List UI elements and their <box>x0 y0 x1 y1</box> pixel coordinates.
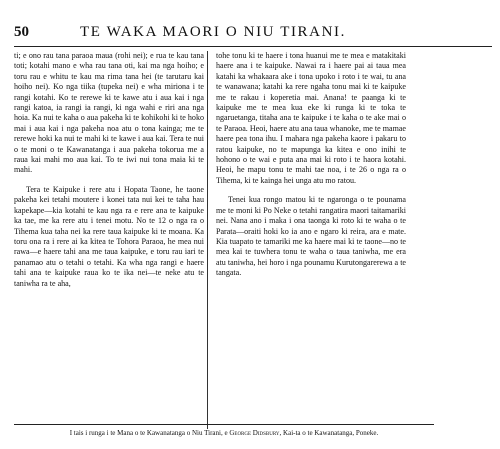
column-divider <box>207 51 208 429</box>
footer-rule <box>14 424 434 425</box>
printer-name: George Didsbury <box>229 429 280 437</box>
right-column <box>216 51 406 279</box>
header-rule <box>14 46 492 47</box>
right-paragraph-2: Tenei kua rongo matou ki te ngaronga o te pounama me te moni ki Po Neke o tetahi rangatira maori taitamariki nei. Nana ano i maka i ona taonga ki roto ki te waha o te Parata—oraiti hoki ko ia ano e ngaro ki reira, ara e mate. Kia tuapato te tamariki me ka haere mai ki te taone—no te mea kai te tuwhera tonu te waha o taua taniwha, me era atu taniwha, hei horo i nga pounamu Kurutongarerewa a te tangata. <box>216 195 406 278</box>
left-paragraph-1: ti; e ono rau tana paraoa maua (rohi nei); e rua te kau tana toti; kotahi mano e wha rau tana oti, kai ma nga hoiho; e toru rau e whitu te kau ma rima tana hei (te tarutaru kai hoiho nei). Ko nga tiika (tupeka nei) e wha miriona i te rangi kotahi. Ko te rerewe ki te kawe atu i aua kai i nga rangi katoa, ia rangi ia rangi, ki nga wahi e riri ana nga hoia. Ka nui te kaha o aua pakeha ki te kohikohi ki te hoko mai i aua kai i nga pakeha noa atu o tona kainga; me te rerewe hoki ka nui te mahi ki te kawe i aua kai. Tera te nui o te moni o te Kawanatanga i aua pakeha tokorua me a raua kai mahi mo aua kai. To te iwi nui tona maia ki te mahi. <box>14 51 204 175</box>
left-column <box>14 51 204 289</box>
journal-title: TE WAKA MAORI O NIU TIRANI. <box>80 24 346 40</box>
imprint-text-start: I tais i runga i te Mana o te Kawanatanga o Niu Tirani, e <box>69 429 228 437</box>
imprint-footer <box>14 429 434 438</box>
page-number: 50 <box>14 24 29 40</box>
page-header <box>14 24 492 44</box>
right-paragraph-1: tohe tonu ki te haere i tona huanui me te mea e matakitaki haere ana i te kaipuke. Nawai ra i haere pai ai taua mea katahi ka whakaara ake i tona upoko i roto i te wai, tu ana te wanawana; katahi ka rere ngaha tonu mai ki te kaipuke me te rakau i koperetia mai. Anana! te paanga ki te kaipuke me te mea kua eke ki runga ki te toka te ngaruetanga, titaha ana te kaipuke i te kaha o te ake mai o te Paraoa. Heoi, haere atu ana taua whanoke, me te mamae haere pea tona ihu. I mahara nga pakeha kaore i pakaru to ratou kaipuke, no te mapunga ka kitea e ono inihi te hohono o te wai e puta ana mai ki roto i te haora kotahi. Heoi, he mapu tonu te mahi tae noa, i te 26 o nga ra o Tihema, ki te kainga hei unga atu mo ratou. <box>216 51 406 185</box>
imprint-text-end: , Kai-ta o te Kawanatanga, Poneke. <box>279 429 379 437</box>
left-paragraph-2: Tera te Kaipuke i rere atu i Hopata Taone, he taone pakeha kei tetahi moutere i konei tata nui kei te taha hau kapekape—kia kotahi te kau nga ra e rere ana te kaipuke ka tae, me ka rere atu i tenei motu. No te 12 o nga ra o Tihema kua taha nei ka rere taua kaipuke ki te moana. Ka toru ona ra i rere ai ka kitea te Tohora Paraoa, he mea nui rawa—e haere tahi ana me taua kaipuke, e toru rau iari te panamao atu o tetahi o tetahi. Ka wha nga rangi e haere tahi ana te kaipuke raua ko te ika nei—te neke atu te taniwha ra te aha, <box>14 184 204 288</box>
